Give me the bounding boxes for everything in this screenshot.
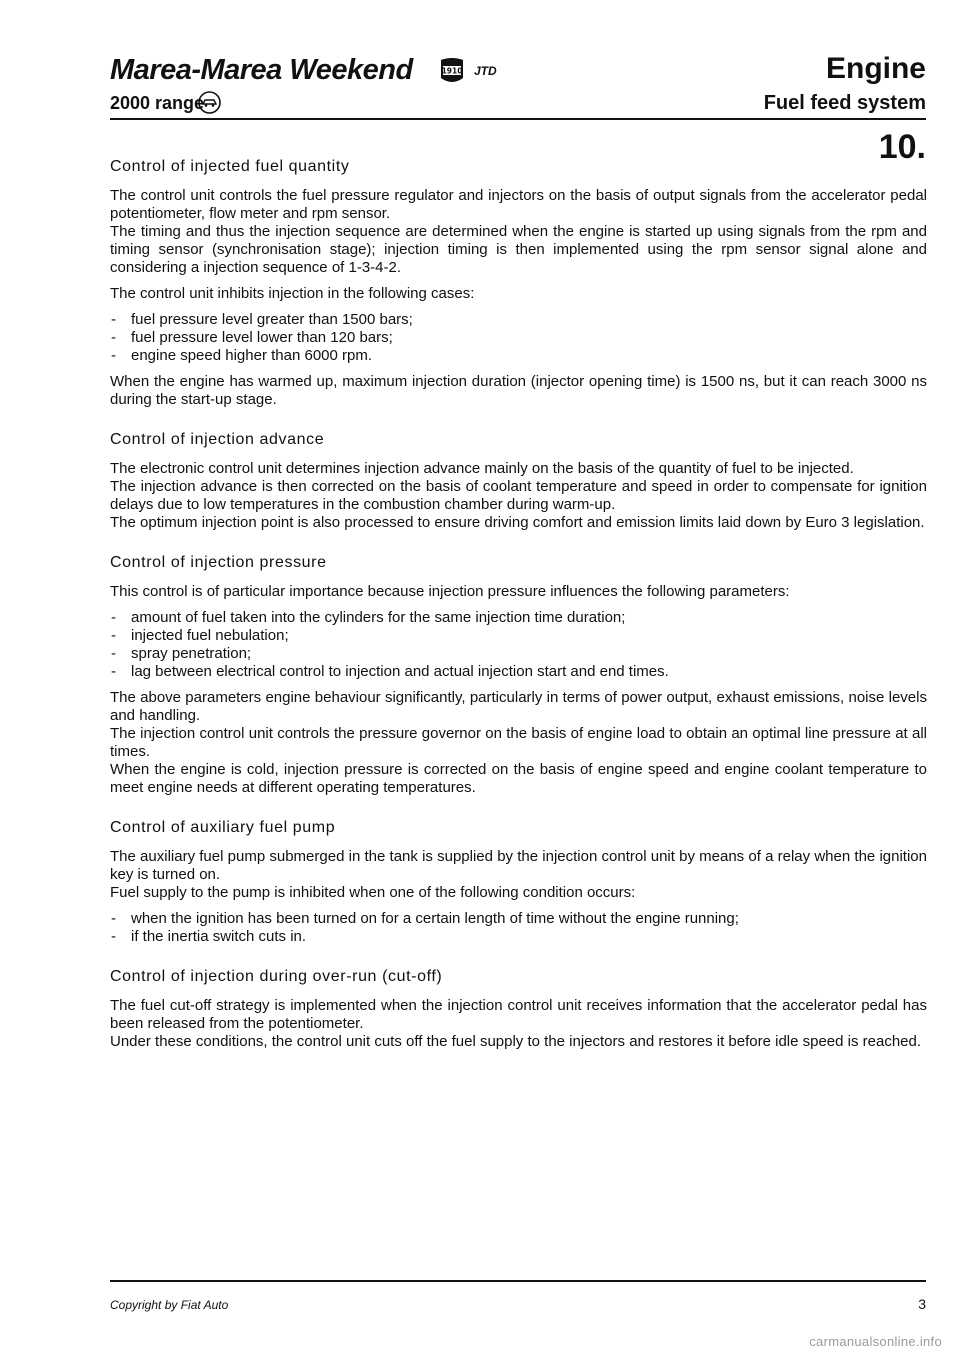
section-auxiliary-fuel-pump — [110, 819, 927, 946]
section-injection-pressure — [110, 554, 927, 797]
paragraph — [110, 997, 927, 1051]
text-line: The control unit controls the fuel pressure regulator and injectors on the basis of output signals from the accelerator pedal potentiometer, flow meter and rpm sensor. — [110, 187, 927, 222]
range-label: 2000 range — [110, 93, 205, 113]
list-item: - amount of fuel taken into the cylinders for the same injection time duration; — [110, 609, 927, 627]
car-circle-icon — [197, 90, 222, 115]
list-item: - lag between electrical control to injection and actual injection start and end times. — [110, 663, 927, 681]
chapter-title: Engine — [825, 52, 926, 85]
bullet-list — [110, 311, 927, 365]
text-line: The optimum injection point is also processed to ensure driving comfort and emission limits laid down by Euro 3 legislation. — [110, 514, 925, 531]
list-item: - if the inertia switch cuts in. — [110, 928, 927, 946]
watermark: carmanualsonline.info — [809, 1334, 942, 1349]
list-item: - spray penetration; — [110, 645, 927, 663]
bullet-list — [110, 609, 927, 681]
paragraph: When the engine has warmed up, maximum injection duration (injector opening time) is 1500 ns, but it can reach 3000 ns during the start-up stage. — [110, 373, 927, 408]
section-over-run-cut-off — [110, 968, 927, 1051]
page-number: 3 — [918, 1296, 926, 1312]
section-heading: Control of auxiliary fuel pump — [110, 819, 336, 836]
copyright-text: Copyright by Fiat Auto — [110, 1298, 229, 1312]
paragraph: This control is of particular importance because injection pressure influences the following parameters: — [110, 583, 790, 600]
text-line: Under these conditions, the control unit cuts off the fuel supply to the injectors and restores it before idle speed is reached. — [110, 1033, 922, 1050]
logo-text: 1910 — [441, 66, 463, 76]
section-heading: Control of injection advance — [110, 431, 325, 448]
text-line: Fuel supply to the pump is inhibited when one of the following condition occurs: — [110, 884, 636, 901]
section-heading: Control of injected fuel quantity — [110, 158, 350, 175]
text-line: The injection control unit controls the pressure governor on the basis of engine load to obtain an optimal line pressure at all times. — [110, 725, 927, 760]
text-line: The injection advance is then corrected on the basis of coolant temperature and speed in order to compensate for ignition delays due to low temperatures in the combustion chamber during warm-up. — [110, 478, 927, 513]
list-item: - injected fuel nebulation; — [110, 627, 927, 645]
section-injected-fuel-quantity — [110, 158, 927, 409]
list-item: - fuel pressure level lower than 120 bars; — [110, 329, 927, 347]
text-line: The electronic control unit determines injection advance mainly on the basis of the quantity of fuel to be injected. — [110, 460, 854, 477]
list-item: - when the ignition has been turned on for a certain length of time without the engine running; — [110, 910, 927, 928]
section-injection-advance — [110, 431, 927, 532]
footer-divider — [110, 1280, 926, 1282]
bullet-list — [110, 910, 927, 946]
list-item: - fuel pressure level greater than 1500 bars; — [110, 311, 927, 329]
header-divider — [110, 118, 926, 120]
text-line: The above parameters engine behaviour significantly, particularly in terms of power output, exhaust emissions, noise levels and handling. — [110, 689, 927, 724]
text-line: When the engine is cold, injection pressure is corrected on the basis of engine speed and engine coolant temperature to meet engine needs at different operating temperatures. — [110, 761, 927, 796]
model-title: Marea-Marea Weekend — [110, 54, 413, 86]
page-content — [110, 158, 927, 1059]
text-line: The fuel cut-off strategy is implemented when the injection control unit receives information that the accelerator pedal has been released from the potentiometer. — [110, 997, 927, 1032]
paragraph — [110, 460, 927, 532]
section-heading: Control of injection pressure — [110, 554, 327, 571]
chapter-subtitle: Fuel feed system — [763, 92, 926, 114]
list-item: - engine speed higher than 6000 rpm. — [110, 347, 927, 365]
section-number: 10. — [878, 128, 926, 166]
fiat-logo-icon — [437, 56, 467, 86]
paragraph: The control unit inhibits injection in the following cases: — [110, 285, 475, 302]
section-heading: Control of injection during over-run (cut-off) — [110, 968, 443, 985]
paragraph — [110, 187, 927, 277]
paragraph — [110, 689, 927, 797]
text-line: The timing and thus the injection sequence are determined when the engine is started up using signals from the rpm and timing sensor (synchronisation stage); injection timing is then implemented using the rpm sensor signal alone and considering a injection sequence of 1-3-4-2. — [110, 223, 927, 276]
engine-badge: JTD — [474, 64, 497, 78]
paragraph — [110, 848, 927, 902]
text-line: The auxiliary fuel pump submerged in the tank is supplied by the injection control unit by means of a relay when the ignition key is turned on. — [110, 848, 927, 883]
